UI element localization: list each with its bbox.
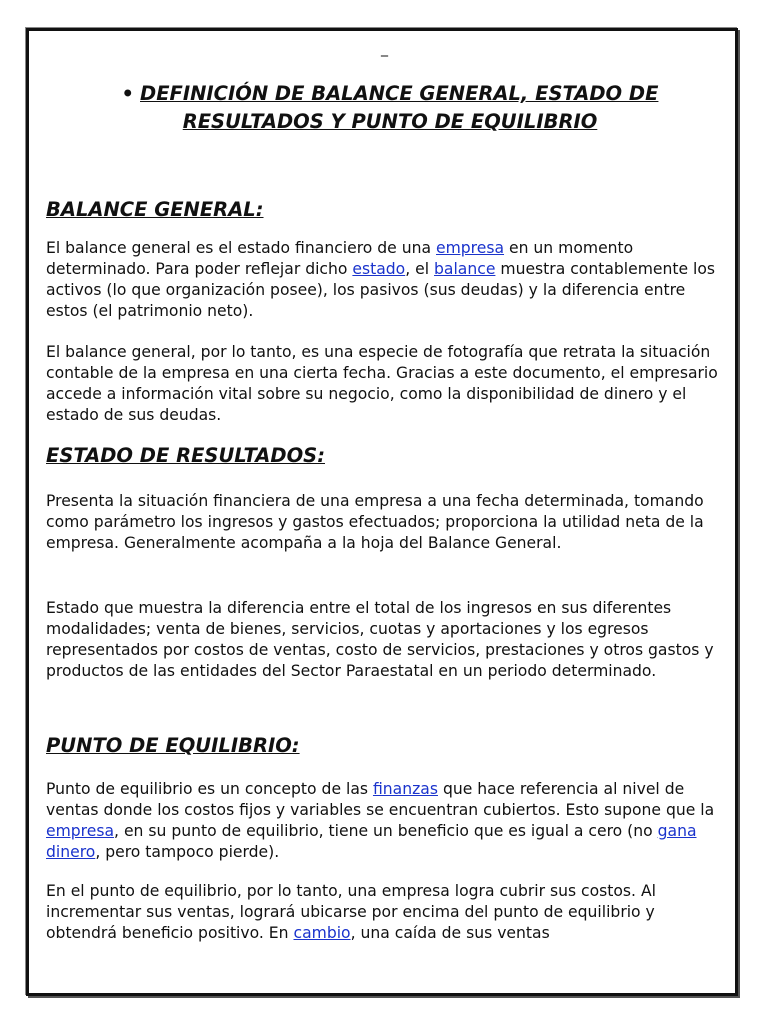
paragraph-balance-2: El balance general, por lo tanto, es una especie de fotografía que retrata la situación contable de la empresa en una cierta fecha. Gracias a este documento, el empresario accede a información vital sobre su negocio, como la disponibilidad de dinero y el estado de sus deudas.: [46, 343, 718, 424]
top-mark: _: [381, 41, 388, 57]
title-line-1: DEFINICIÓN DE BALANCE GENERAL, ESTADO DE: [140, 82, 659, 105]
link-empresa[interactable]: empresa: [436, 239, 505, 257]
link-dinero[interactable]: dinero: [46, 843, 96, 861]
title-bullet: •: [121, 82, 135, 105]
link-estado[interactable]: estado: [352, 260, 406, 278]
text-run: En el punto de equilibrio, por lo tanto, una empresa logra cubrir sus costos. Al incrementar sus ventas, logrará ubicarse por encima del punto de equilibrio y obtendrá beneficio positivo. En: [46, 882, 656, 942]
text-run: en un momento determinado. Para poder reflejar dicho: [46, 239, 634, 278]
link-finanzas[interactable]: finanzas: [372, 780, 438, 798]
paragraph-equilibrio-2: [46, 881, 726, 944]
text-run: El balance general es el estado financiero de una: [46, 239, 436, 257]
page-title: [80, 80, 700, 136]
paragraph-balance-1: [46, 238, 726, 322]
heading-punto-de-equilibrio: PUNTO DE EQUILIBRIO:: [46, 734, 300, 757]
paragraph-equilibrio-1: [46, 779, 726, 863]
link-cambio[interactable]: cambio: [293, 924, 351, 942]
text-run: muestra contablemente los activos (lo que organización posee), los pasivos (sus deudas) y la diferencia entre estos (el patrimonio neto).: [46, 260, 716, 320]
text-run: , pero tampoco pierde).: [95, 843, 280, 861]
text-run: que hace referencia al nivel de ventas donde los costos fijos y variables se encuentran cubiertos. Esto supone que la: [46, 780, 715, 819]
text-run: , en su punto de equilibrio, tiene un beneficio que es igual a cero (no: [114, 822, 658, 840]
text-run: , una caída de sus ventas: [350, 924, 550, 942]
link-balance[interactable]: balance: [434, 260, 496, 278]
paragraph-resultados-1: Presenta la situación financiera de una empresa a una fecha determinada, tomando como parámetro los ingresos y gastos efectuados; proporciona la utilidad neta de la empresa. Generalmente acompaña a la hoja del Balance General.: [46, 492, 704, 552]
link-gana[interactable]: gana: [657, 822, 697, 840]
link-empresa-2[interactable]: empresa: [46, 822, 115, 840]
heading-balance-general: BALANCE GENERAL:: [46, 198, 264, 221]
paragraph-resultados-2: Estado que muestra la diferencia entre el total de los ingresos en sus diferentes modalidades; venta de bienes, servicios, cuotas y aportaciones y los egresos representados por costos de ventas, costo de servicios, prestaciones y otros gastos y productos de las entidades del Sector Paraestatal en un periodo determinado.: [46, 599, 714, 680]
text-run: Punto de equilibrio es un concepto de las: [46, 780, 373, 798]
title-line-2: RESULTADOS Y PUNTO DE EQUILIBRIO: [182, 110, 598, 133]
text-run: , el: [405, 260, 435, 278]
heading-estado-de-resultados: ESTADO DE RESULTADOS:: [46, 444, 325, 467]
